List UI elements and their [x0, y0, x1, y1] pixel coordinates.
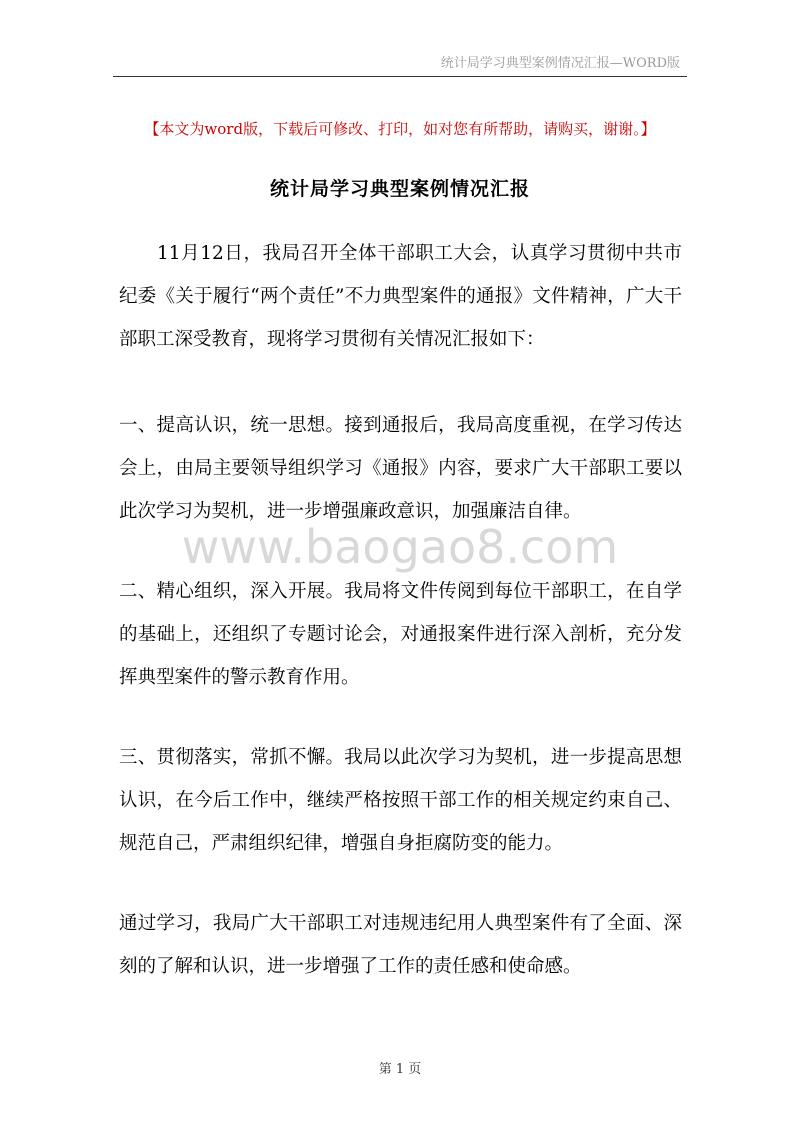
watermark: www.baogao8.com	[181, 520, 619, 574]
conclusion-paragraph: 通过学习，我局广大干部职工对违规违纪用人典型案件有了全面、深刻的了解和认识，进一步增强了工作的责任感和使命感。	[119, 913, 682, 977]
section-2-paragraph: 二、精心组织，深入开展。我局将文件传阅到每位干部职工，在自学的基础上，还组织了专题讨论会，对通报案件进行深入剖析，充分发挥典型案件的警示教育作用。	[119, 581, 682, 688]
header-title: 统计局学习典型案例情况汇报—WORD版	[440, 56, 680, 71]
intro-paragraph: 11月12日，我局召开全体干部职工大会，认真学习贯彻中共市纪委《关于履行“两个责任”不力典型案件的通报》文件精神，广大干部职工深受教育，现将学习贯彻有关情况汇报如下：	[119, 243, 682, 350]
document-title: 统计局学习典型案例情况汇报	[269, 178, 530, 200]
section-1-paragraph: 一、提高认识，统一思想。接到通报后，我局高度重视，在学习传达会上，由局主要领导组织学习《通报》内容，要求广大干部职工要以此次学习为契机，进一步增强廉政意识，加强廉洁自律。	[119, 415, 682, 522]
page-number: 第 1 页	[378, 1062, 422, 1077]
header-divider	[113, 76, 687, 77]
purchase-notice: 【本文为word版，下载后可修改、打印，如对您有所帮助，请购买，谢谢。】	[144, 120, 656, 138]
section-3-paragraph: 三、贯彻落实，常抓不懈。我局以此次学习为契机，进一步提高思想认识，在今后工作中，继续严格按照干部工作的相关规定约束自己、规范自己，严肃组织纪律，增强自身拒腐防变的能力。	[119, 747, 682, 854]
